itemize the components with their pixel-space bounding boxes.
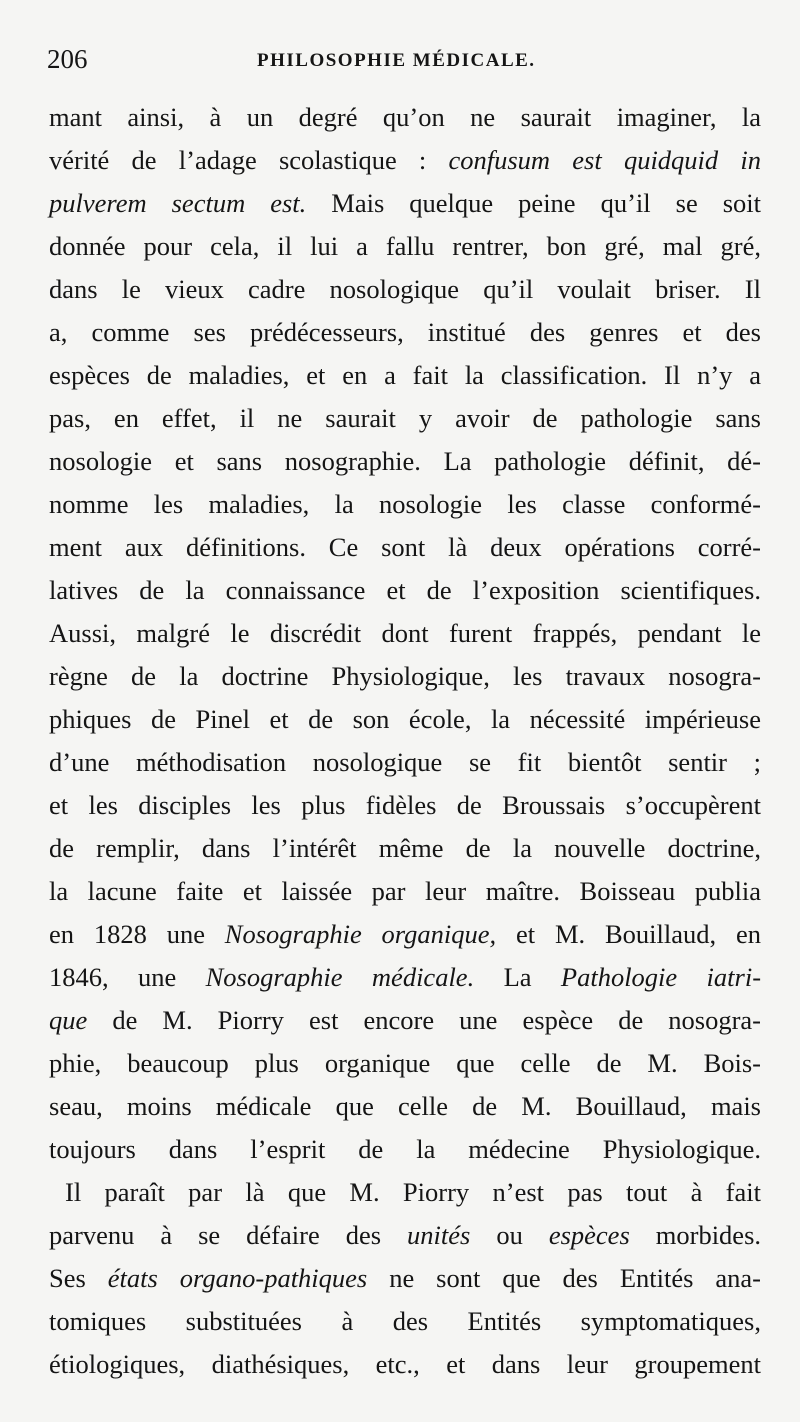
text-segment: donnée pour cela, il lui a fallu rentrer, bon gré, mal gré,: [49, 231, 761, 261]
running-title: PHILOSOPHIE MÉDICALE.: [257, 50, 536, 71]
text-line: [49, 268, 761, 311]
text-line: [49, 870, 761, 913]
text-segment: nomme les maladies, la nosologie les classe conformé-: [49, 489, 761, 519]
text-segment: 1846, une: [49, 962, 206, 992]
text-segment: Ses: [49, 1263, 108, 1293]
text-segment: d’une méthodisation nosologique se fit bientôt sentir ;: [49, 747, 761, 777]
text-segment: tomiques substituées à des Entités symptomatiques,: [49, 1306, 761, 1336]
text-line: [49, 440, 761, 483]
text-segment: de remplir, dans l’intérêt même de la nouvelle doctrine,: [49, 833, 761, 863]
text-segment: ne sont que des Entités ana-: [367, 1263, 761, 1293]
text-segment: en 1828 une: [49, 919, 225, 949]
text-line: [49, 225, 761, 268]
text-segment: et les disciples les plus fidèles de Broussais s’occupèrent: [49, 790, 761, 820]
text-segment: ou: [470, 1220, 549, 1250]
italic-segment: Pathologie iatri-: [560, 962, 762, 992]
text-segment: parvenu à se défaire des: [49, 1220, 408, 1250]
text-segment: mant ainsi, à un degré qu’on ne saurait imaginer, la: [49, 102, 761, 132]
text-segment: morbides.: [629, 1220, 762, 1250]
text-segment: Mais quelque peine qu’il se soit: [306, 188, 762, 218]
italic-segment: unités: [407, 1220, 471, 1250]
text-line: [49, 397, 761, 440]
page-number: 206: [47, 44, 88, 74]
text-line: [49, 354, 761, 397]
text-segment: phie, beaucoup plus organique que celle de M. Bois-: [49, 1048, 761, 1078]
text-segment: a, comme ses prédécesseurs, institué des genres et des: [49, 317, 761, 347]
text-segment: vérité de l’adage scolastique :: [49, 145, 449, 175]
page-header: [47, 44, 767, 84]
text-line: [49, 999, 761, 1042]
text-line: [49, 1300, 761, 1343]
text-line: [49, 741, 761, 784]
text-segment: pas, en effet, il ne saurait y avoir de pathologie sans: [49, 403, 761, 433]
italic-segment: confusum est quidquid in: [448, 145, 761, 175]
text-segment: Il paraît par là que M. Piorry n’est pas tout à fait: [65, 1177, 761, 1207]
text-segment: phiques de Pinel et de son école, la nécessité impérieuse: [49, 704, 761, 734]
text-line: [49, 913, 761, 956]
text-segment: règne de la doctrine Physiologique, les travaux nosogra-: [49, 661, 761, 691]
text-segment: dans le vieux cadre nosologique qu’il voulait briser. Il: [49, 274, 761, 304]
italic-segment: Nosographie organique,: [224, 919, 497, 949]
italic-segment: états organo-pathiques: [107, 1263, 368, 1293]
text-segment: seau, moins médicale que celle de M. Bouillaud, mais: [49, 1091, 761, 1121]
text-segment: La: [474, 962, 561, 992]
text-line: [49, 1128, 761, 1171]
text-line: [49, 612, 761, 655]
text-segment: Aussi, malgré le discrédit dont furent frappés, pendant le: [49, 618, 761, 648]
text-line: [49, 1171, 761, 1214]
body-text: [49, 96, 761, 1386]
text-line: [49, 1214, 761, 1257]
text-segment: nosologie et sans nosographie. La pathologie définit, dé-: [49, 446, 761, 476]
text-segment: la lacune faite et laissée par leur maître. Boisseau publia: [49, 876, 761, 906]
text-line: [49, 655, 761, 698]
text-segment: de M. Piorry est encore une espèce de nosogra-: [87, 1005, 761, 1035]
italic-segment: espèces: [548, 1220, 630, 1250]
text-segment: ment aux définitions. Ce sont là deux opérations corré-: [49, 532, 761, 562]
text-line: [49, 569, 761, 612]
text-segment: espèces de maladies, et en a fait la classification. Il n’y a: [49, 360, 761, 390]
text-line: [49, 1042, 761, 1085]
italic-segment: pulverem sectum est.: [49, 188, 307, 218]
text-segment: étiologiques, diathésiques, etc., et dans leur groupement: [49, 1349, 761, 1379]
italic-segment: que: [49, 1005, 88, 1035]
text-line: [49, 1257, 761, 1300]
italic-segment: Nosographie médicale.: [205, 962, 475, 992]
text-line: [49, 526, 761, 569]
text-segment: et M. Bouillaud, en: [496, 919, 761, 949]
text-line: [49, 784, 761, 827]
text-line: [49, 182, 761, 225]
text-line: [49, 1085, 761, 1128]
text-line: [49, 483, 761, 526]
text-line: [49, 827, 761, 870]
text-segment: toujours dans l’esprit de la médecine Physiologique.: [49, 1134, 761, 1164]
text-line: [49, 956, 761, 999]
text-line: [49, 1343, 761, 1386]
text-line: [49, 139, 761, 182]
text-line: [49, 311, 761, 354]
text-line: [49, 698, 761, 741]
text-segment: latives de la connaissance et de l’exposition scientifiques.: [49, 575, 761, 605]
text-line: [49, 96, 761, 139]
